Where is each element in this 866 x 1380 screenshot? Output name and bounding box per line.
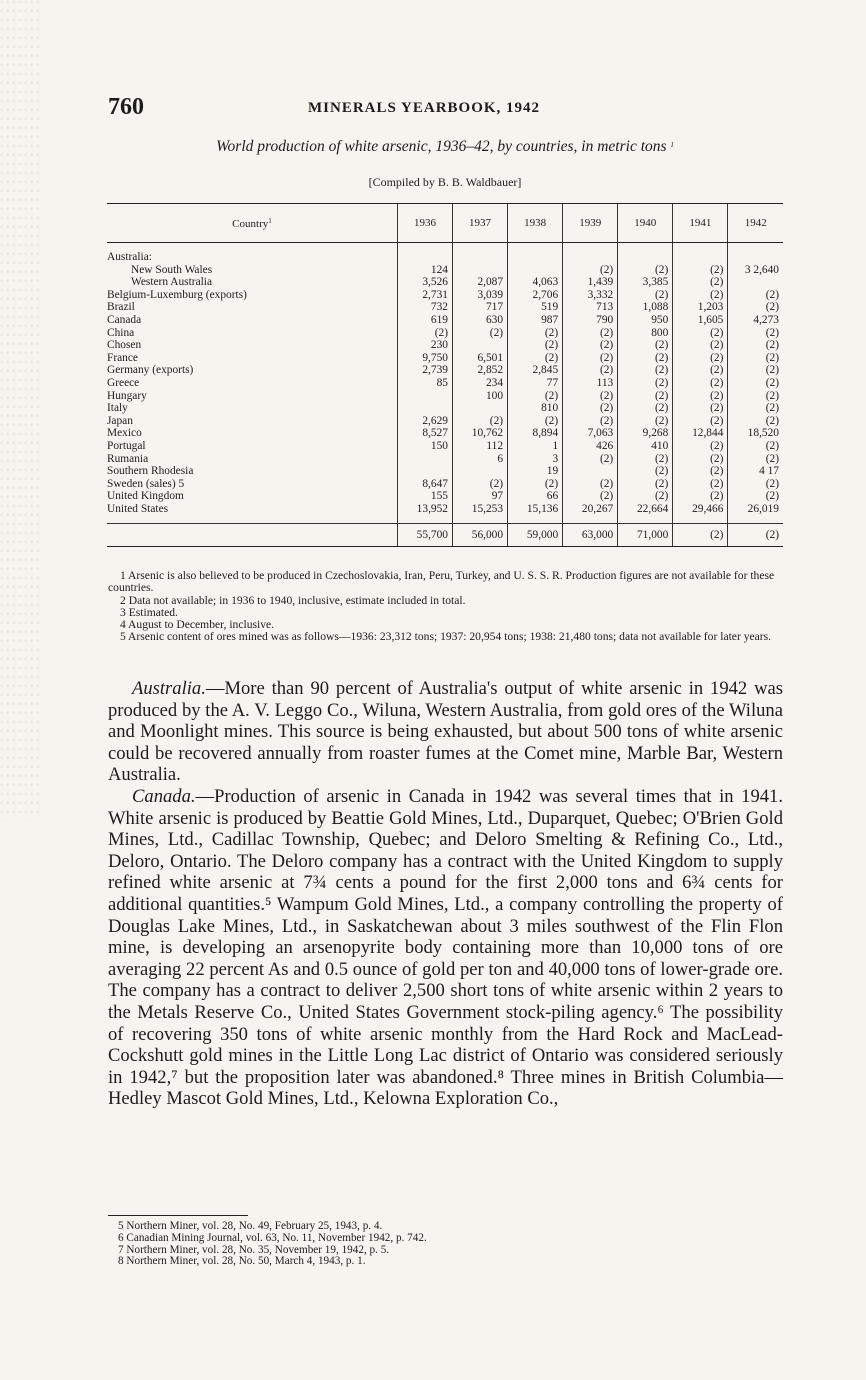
table-row <box>107 490 783 503</box>
table-row <box>107 301 783 314</box>
value-cell: (2) <box>618 377 673 390</box>
paragraph-canada <box>108 786 783 1110</box>
table-row <box>107 503 783 516</box>
value-cell: 22,664 <box>618 503 673 516</box>
country-cell: Greece <box>107 376 140 389</box>
body-text <box>108 678 783 1110</box>
table-row <box>107 264 783 277</box>
value-cell <box>453 465 508 478</box>
value-cell: 4,063 <box>508 276 563 289</box>
value-cell: (2) <box>673 453 728 466</box>
value-cell: 9,750 <box>397 352 452 365</box>
value-cell <box>508 264 563 277</box>
country-cell: Italy <box>107 402 128 415</box>
value-cell: (2) <box>618 415 673 428</box>
column-header-year: 1939 <box>563 204 618 243</box>
value-cell <box>397 251 452 264</box>
value-cell: 1 <box>508 440 563 453</box>
country-cell: Portugal <box>107 439 146 452</box>
value-cell <box>397 465 452 478</box>
page-footnote: 8 Northern Miner, vol. 28, No. 50, March 4, 1943, p. 1. <box>118 1255 366 1268</box>
table-footnote: 3 Estimated. <box>120 605 178 619</box>
value-cell: 2,629 <box>397 415 452 428</box>
value-cell: (2) <box>673 465 728 478</box>
value-cell: (2) <box>563 390 618 403</box>
value-cell: 1,088 <box>618 301 673 314</box>
value-cell: 732 <box>397 301 452 314</box>
value-cell <box>397 453 452 466</box>
value-cell: (2) <box>728 327 783 340</box>
country-cell: Chosen <box>107 339 142 352</box>
table-footnote: 4 August to December, inclusive. <box>120 618 275 632</box>
page-number: 760 <box>108 94 144 120</box>
value-cell: 100 <box>453 390 508 403</box>
table-footnote: 1 Arsenic is also believed to be produced in Czechoslovakia, Iran, Peru, Turkey, and U. S. S. R. Production figures are not available for these countries. <box>108 569 775 595</box>
value-cell: (2) <box>618 289 673 302</box>
value-cell: 630 <box>453 314 508 327</box>
country-cell: China <box>107 326 135 339</box>
value-cell: 2,706 <box>508 289 563 302</box>
value-cell: 15,253 <box>453 503 508 516</box>
value-cell: (2) <box>397 327 452 340</box>
value-cell: (2) <box>618 264 673 277</box>
value-cell <box>453 251 508 264</box>
value-cell: 713 <box>563 301 618 314</box>
country-cell: Germany (exports) <box>107 364 194 377</box>
column-header-country: Country$^1$ <box>107 204 397 243</box>
value-cell: 3,526 <box>397 276 452 289</box>
table-row <box>107 314 783 327</box>
value-cell: (2) <box>728 339 783 352</box>
table-header-row <box>107 204 783 243</box>
value-cell: 85 <box>397 377 452 390</box>
table-title <box>108 138 782 156</box>
value-cell <box>673 251 728 264</box>
table-row <box>107 327 783 340</box>
value-cell: 519 <box>508 301 563 314</box>
column-header-year: 1942 <box>728 204 783 243</box>
column-header-year: 1936 <box>397 204 452 243</box>
page-footnote: 6 Canadian Mining Journal, vol. 63, No. 11, November 1942, p. 742. <box>118 1231 427 1244</box>
value-cell: (2) <box>728 390 783 403</box>
value-cell: (2) <box>618 465 673 478</box>
value-cell: (2) <box>673 264 728 277</box>
production-table-wrapper <box>107 203 783 547</box>
value-cell: 77 <box>508 377 563 390</box>
production-table <box>107 203 783 547</box>
page-footnotes <box>108 1221 782 1268</box>
value-cell: 8,647 <box>397 478 452 491</box>
value-cell: (2) <box>618 402 673 415</box>
value-cell: (2) <box>728 415 783 428</box>
value-cell: 230 <box>397 339 452 352</box>
value-cell: 790 <box>563 314 618 327</box>
column-header-year: 1938 <box>508 204 563 243</box>
total-cell: 63,000 <box>563 524 618 547</box>
value-cell: (2) <box>453 327 508 340</box>
value-cell: (2) <box>728 352 783 365</box>
paragraph-text: —Production of arsenic in Canada in 1942 was several times that in 1941. White arsenic is produced by Beattie Gold Mines, Ltd., Duparquet, Quebec; O'Brien Gold Mines, Ltd., Cadillac Township, Quebec; and Deloro Smelting & Refining Co., Ltd., Deloro, Ontario. The Deloro company has a contract with the United Kingdom to supply refined white arsenic at 7¾ cents a pound for the first 2,000 tons and 6¾ cents for additional quantities.⁵ Wampum Gold Mines, Ltd., a company controlling the property of Douglas Lake Mines, Ltd., in Saskatchewan about 3 miles southwest of the Flin Flon mine, is developing an arsenopyrite body containing more than 10,000 tons of ore averaging 22 percent As and 0.5 ounce of gold per ton and 40,000 tons of lower-grade ore. The company has a contract to deliver 2,500 short tons of white arsenic within 2 years to the Metals Reserve Co., United States Government stock-piling agency.⁶ The possibility of recovering 350 tons of white arsenic monthly from the Hard Rock and MacLead-Cockshutt gold mines in the Little Long Lac district of Ontario was considered seriously in 1942,⁷ but the proposition later was abandoned.⁸ Three mines in British Columbia—Hedley Mascot Gold Mines, Ltd., Kelowna Exploration Co., <box>108 785 783 1110</box>
column-header-year: 1941 <box>673 204 728 243</box>
value-cell: (2) <box>728 440 783 453</box>
value-cell: (2) <box>618 352 673 365</box>
column-header-year: 1940 <box>618 204 673 243</box>
value-cell: 97 <box>453 490 508 503</box>
value-cell: (2) <box>728 453 783 466</box>
paragraph-lead: Canada. <box>132 785 196 807</box>
table-row <box>107 251 783 264</box>
table-row <box>107 339 783 352</box>
value-cell: 1,439 <box>563 276 618 289</box>
value-cell: (2) <box>563 352 618 365</box>
value-cell: (2) <box>728 402 783 415</box>
table-row <box>107 377 783 390</box>
value-cell: (2) <box>673 339 728 352</box>
country-cell: Western Australia <box>131 276 213 289</box>
value-cell: (2) <box>563 415 618 428</box>
value-cell <box>563 251 618 264</box>
table-row <box>107 289 783 302</box>
value-cell: 3,039 <box>453 289 508 302</box>
country-cell: Hungary <box>107 389 147 402</box>
value-cell: (2) <box>563 453 618 466</box>
table-row <box>107 453 783 466</box>
value-cell: 717 <box>453 301 508 314</box>
table-row <box>107 364 783 377</box>
table-spacer-row <box>107 243 783 252</box>
value-cell: (2) <box>673 440 728 453</box>
value-cell: 19 <box>508 465 563 478</box>
value-cell: 410 <box>618 440 673 453</box>
value-cell: (2) <box>508 478 563 491</box>
value-cell: (2) <box>728 377 783 390</box>
value-cell: 12,844 <box>673 427 728 440</box>
paragraph-text: —More than 90 percent of Australia's output of white arsenic in 1942 was produced by the A. V. Leggo Co., Wiluna, Western Australia, from gold ores of the Wiluna and Moonlight mines. This source is being exhausted, but about 500 tons of white arsenic could be recovered annually from roaster fumes at the Comet mine, Marble Bar, Western Australia. <box>108 678 783 786</box>
value-cell: 3 <box>508 453 563 466</box>
value-cell: (2) <box>563 402 618 415</box>
value-cell: (2) <box>673 364 728 377</box>
value-cell: 112 <box>453 440 508 453</box>
value-cell <box>453 264 508 277</box>
value-cell: 8,894 <box>508 427 563 440</box>
table-row <box>107 440 783 453</box>
value-cell: 987 <box>508 314 563 327</box>
country-cell: New South Wales <box>131 263 213 276</box>
value-cell: 810 <box>508 402 563 415</box>
value-cell: (2) <box>563 264 618 277</box>
value-cell: (2) <box>673 490 728 503</box>
value-cell: 7,063 <box>563 427 618 440</box>
value-cell: 6 <box>453 453 508 466</box>
value-cell: 619 <box>397 314 452 327</box>
total-cell: 59,000 <box>508 524 563 547</box>
table-row <box>107 276 783 289</box>
table-footnote: 2 Data not available; in 1936 to 1940, inclusive, estimate included in total. <box>120 593 466 607</box>
value-cell: 18,520 <box>728 427 783 440</box>
value-cell <box>508 251 563 264</box>
table-row <box>107 415 783 428</box>
value-cell: (2) <box>618 490 673 503</box>
country-cell: Rumania <box>107 452 149 465</box>
table-title-text: World production of white arsenic, 1936–42, by countries, in metric tons <box>216 138 667 155</box>
total-cell: (2) <box>673 524 728 547</box>
value-cell: 2,739 <box>397 364 452 377</box>
page-footnote: 7 Northern Miner, vol. 28, No. 35, November 19, 1942, p. 5. <box>118 1243 390 1256</box>
value-cell: (2) <box>673 402 728 415</box>
table-title-note: 1 <box>670 141 674 149</box>
value-cell: 10,762 <box>453 427 508 440</box>
paragraph-australia <box>108 678 783 786</box>
country-cell: Southern Rhodesia <box>107 465 194 478</box>
value-cell: 6,501 <box>453 352 508 365</box>
table-row <box>107 478 783 491</box>
value-cell <box>397 390 452 403</box>
value-cell: (2) <box>673 276 728 289</box>
table-body <box>107 243 783 516</box>
country-cell: Japan <box>107 414 133 427</box>
value-cell <box>397 402 452 415</box>
total-cell: 56,000 <box>453 524 508 547</box>
value-cell: 2,087 <box>453 276 508 289</box>
value-cell: 1,203 <box>673 301 728 314</box>
value-cell: 13,952 <box>397 503 452 516</box>
value-cell: (2) <box>728 364 783 377</box>
footnote-divider <box>108 1215 248 1216</box>
value-cell: 8,527 <box>397 427 452 440</box>
table-footnote: 5 Arsenic content of ores mined was as follows—1936: 23,312 tons; 1937: 20,954 tons; 1938: 21,480 tons; data not available for later years. <box>120 630 772 644</box>
value-cell: 150 <box>397 440 452 453</box>
table-spacer-row <box>107 515 783 524</box>
table-compiled-by: [Compiled by B. B. Waldbauer] <box>368 175 522 189</box>
value-cell: (2) <box>618 478 673 491</box>
value-cell <box>728 251 783 264</box>
value-cell: (2) <box>728 478 783 491</box>
value-cell: 3,332 <box>563 289 618 302</box>
value-cell: (2) <box>563 490 618 503</box>
value-cell: 113 <box>563 377 618 390</box>
value-cell: 2,852 <box>453 364 508 377</box>
value-cell: 234 <box>453 377 508 390</box>
paragraph-lead: Australia. <box>132 678 206 699</box>
value-cell: (2) <box>508 327 563 340</box>
country-cell: Belgium-Luxemburg (exports) <box>107 288 247 301</box>
value-cell: 15,136 <box>508 503 563 516</box>
value-cell: (2) <box>673 390 728 403</box>
value-cell: (2) <box>508 415 563 428</box>
country-cell: Mexico <box>107 427 142 440</box>
value-cell: (2) <box>673 352 728 365</box>
value-cell: (2) <box>618 390 673 403</box>
table-footnotes <box>108 570 782 644</box>
value-cell <box>563 465 618 478</box>
value-cell: (2) <box>508 352 563 365</box>
value-cell: 20,267 <box>563 503 618 516</box>
value-cell: (2) <box>508 339 563 352</box>
country-cell: Brazil <box>107 301 135 314</box>
country-cell: United States <box>107 502 169 515</box>
value-cell: (2) <box>563 478 618 491</box>
value-cell: 155 <box>397 490 452 503</box>
value-cell: (2) <box>563 364 618 377</box>
value-cell: (2) <box>618 339 673 352</box>
total-cell: 71,000 <box>618 524 673 547</box>
value-cell: 1,605 <box>673 314 728 327</box>
country-cell: United Kingdom <box>107 490 184 503</box>
total-cell: (2) <box>728 524 783 547</box>
value-cell: 4 17 <box>728 465 783 478</box>
total-cell: 55,700 <box>397 524 452 547</box>
page-edge-speckle <box>0 0 40 820</box>
value-cell: (2) <box>673 289 728 302</box>
value-cell <box>453 339 508 352</box>
value-cell: (2) <box>453 415 508 428</box>
value-cell: (2) <box>728 490 783 503</box>
value-cell: (2) <box>673 327 728 340</box>
value-cell: 950 <box>618 314 673 327</box>
column-header-year: 1937 <box>453 204 508 243</box>
country-cell: France <box>107 351 138 364</box>
value-cell: 426 <box>563 440 618 453</box>
value-cell: (2) <box>673 377 728 390</box>
value-cell: 2,845 <box>508 364 563 377</box>
table-row <box>107 427 783 440</box>
value-cell: (2) <box>563 327 618 340</box>
country-cell: Canada <box>107 313 142 326</box>
country-cell: Australia: <box>107 251 152 263</box>
value-cell: (2) <box>508 390 563 403</box>
value-cell: (2) <box>673 478 728 491</box>
country-cell: Sweden (sales) 5 <box>107 477 185 490</box>
page-footnote: 5 Northern Miner, vol. 28, No. 49, February 25, 1943, p. 4. <box>118 1220 383 1232</box>
value-cell: (2) <box>453 478 508 491</box>
value-cell: 3 2,640 <box>728 264 783 277</box>
table-row <box>107 390 783 403</box>
value-cell: 26,019 <box>728 503 783 516</box>
value-cell: 3,385 <box>618 276 673 289</box>
value-cell: 9,268 <box>618 427 673 440</box>
value-cell: (2) <box>618 364 673 377</box>
value-cell: 2,731 <box>397 289 452 302</box>
value-cell: 124 <box>397 264 452 277</box>
value-cell: (2) <box>728 301 783 314</box>
value-cell <box>728 276 783 289</box>
table-row <box>107 402 783 415</box>
total-label-cell <box>107 524 397 547</box>
value-cell: 4,273 <box>728 314 783 327</box>
running-title: MINERALS YEARBOOK, 1942 <box>308 100 541 116</box>
value-cell <box>618 251 673 264</box>
value-cell: 66 <box>508 490 563 503</box>
table-total-row <box>107 524 783 547</box>
value-cell: (2) <box>563 339 618 352</box>
value-cell: 800 <box>618 327 673 340</box>
value-cell: (2) <box>728 289 783 302</box>
value-cell <box>453 402 508 415</box>
value-cell: (2) <box>673 415 728 428</box>
page-header <box>108 94 782 122</box>
table-row <box>107 465 783 478</box>
table-row <box>107 352 783 365</box>
value-cell: 29,466 <box>673 503 728 516</box>
value-cell: (2) <box>618 453 673 466</box>
